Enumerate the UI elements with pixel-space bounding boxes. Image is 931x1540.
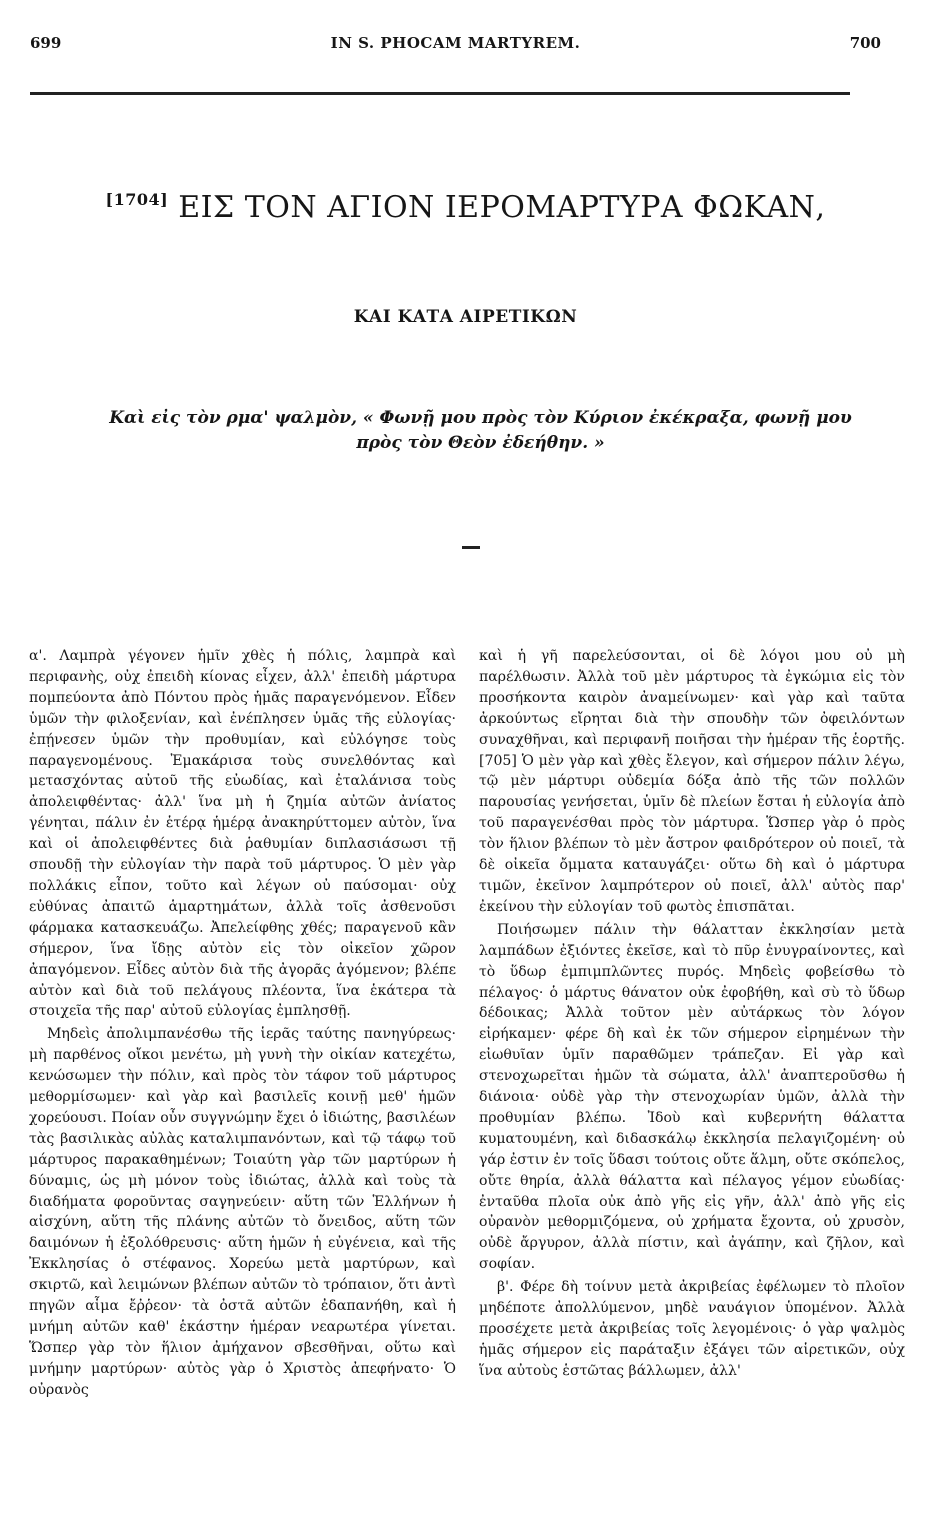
column-reference: [1704] — [105, 190, 169, 209]
homily-subtitle: ΚΑΙ ΚΑΤΑ ΑΙΡΕΤΙΚΩΝ — [353, 307, 578, 327]
right-page-number: 700 — [849, 34, 881, 52]
paragraph: Μηδεὶς ἀπολιμπανέσθω τῆς ἱερᾶς ταύτης πανηγύρεως· μὴ παρθένος οἴκοι μενέτω, μὴ γυνὴ τὴν οἰκίαν κατεχέτω, κενώσωμεν τὴν πόλιν, καὶ πρὸς τὸν τάφον τοῦ μάρτυρος μεθορμίσωμεν· καὶ γὰρ καὶ βασιλεῖς κοινῇ μεθ' ἡμῶν χορεύουσι. Ποίαν οὖν συγγνώμην ἔχει ὁ ἰδιώτης, βασιλέων τὰς βασιλικὰς αὐλὰς καταλιμπανόντων, καὶ τῷ τάφῳ τοῦ μάρτυρος παρακαθημένων; Τοιαύτη γὰρ τῶν μαρτύρων ἡ δύναμις, ὡς μὴ μόνον τοὺς ἰδιώτας, ἀλλὰ καὶ τοὺς τὰ διαδήματα φοροῦντας σαγηνεύειν· αὕτη τῶν Ἑλλήνων ἡ αἰσχύνη, αὕτη τῆς πλάνης αὐτῶν τὸ ὄνειδος, αὕτη τῶν δαιμόνων ἡ ἐξολόθρευσις· αὕτη ἡμῶν ἡ εὐγένεια, καὶ τῆς Ἐκκλησίας ὁ στέφανος. Χορεύω μετὰ μαρτύρων, καὶ σκιρτῶ, καὶ λειμώνων βλέπων αὐτῶν τὸ τρόπαιον, ὅτι ἀντὶ πηγῶν αἷμα ἔῤῥεον· τὰ ὀστᾶ αὐτῶν ἐδαπανήθη, καὶ ἡ μνήμη αὐτῶν καθ' ἑκάστην ἡμέραν νεαρωτέρα γίνεται. Ὥσπερ γὰρ τὸν ἥλιον ἀμήχανον σβεσθῆναι, οὕτω καὶ μνήμην μαρτύρων· αὐτὸς γὰρ ὁ Χριστὸς ἀπεφήνατο· Ὁ οὐρανὸς — [29, 1026, 456, 1398]
paragraph: β'. Φέρε δὴ τοίνυν μετὰ ἀκριβείας ἐφέλωμεν τὸ πλοῖον μηδέποτε ἀπολλύμενον, μηδὲ ναυάγιον ὑπομένον. Ἀλλὰ προσέχετε μετὰ ἀκριβείας τοῖς λεγομένοις· ὁ γὰρ ψαλμὸς ἡμᾶς σήμερον εἰς παράταξιν ἐξάγει τῶν αἱρετικῶν, οὐχ ἵνα αὐτοὺς ἑστῶτας βάλλωμεν, ἀλλ' — [479, 1279, 905, 1379]
main-title-text: ΕΙΣ ΤΟΝ ΑΓΙΟΝ ΙΕΡΟΜΑΡΤΥΡΑ ΦΩΚΑΝ, — [178, 190, 826, 225]
paragraph: α'. Λαμπρὰ γέγονεν ἡμῖν χθὲς ἡ πόλις, λαμπρὰ καὶ περιφανὴς, οὐχ ἐπειδὴ κίονας εἶχεν, ἀλλ' ἐπειδὴ μάρτυρα πομπεύοντα ἀπὸ Πόντου πρὸς ἡμᾶς παραγενόμενον. Εἶδεν ὑμῶν τὴν φιλοξενίαν, καὶ ἐνέπλησεν ὑμᾶς τῆς εὐλογίας· ἐπῄνεσεν ὑμῶν τὴν προθυμίαν, καὶ εὐλόγησε τοὺς παραγενομένους. Ἐμακάρισα τοὺς συνελθόντας καὶ μετασχόντας αὐτοῦ τῆς εὐωδίας, καὶ ἐταλάνισα τοὺς ἀπολειφθέντας· ἀλλ' ἵνα μὴ ἡ ζημία αὐτῶν ἀνίατος γένηται, πάλιν ἐν ἑτέρᾳ ἡμέρᾳ ἀνακηρύττομεν αὐτὸν, ἵνα καὶ οἱ ἀπολειφθέντες διὰ ῥαθυμίαν διπλασιάσωσι τῇ σπουδῇ τὴν εὐλογίαν τὴν παρὰ τοῦ μάρτυρος. Ὁ μὲν γὰρ πολλάκις εἶπον, τοῦτο καὶ λέγων οὐ παύσομαι· οὐχ εὐθύνας ἀπαιτῶ ἁμαρτημάτων, ἀλλὰ τοῖς ἀσθενοῦσι φάρμακα κατασκευάζω. Ἀπελείφθης χθές; παραγενοῦ κἂν σήμερον, ἵνα ἴδῃς αὐτὸν εἰς τὸν οἰκεῖον χῶρον ἀπαγόμενον. Εἶδες αὐτὸν διὰ τῆς ἀγορᾶς ἀγόμενον; βλέπε αὐτὸν καὶ διὰ τοῦ πελάγους πλέοντα, ἵνα ἑκάτερα τὰ στοιχεῖα τῆς παρ' αὐτοῦ εὐλογίας ἐμπλησθῇ. — [29, 648, 456, 1020]
header-rule — [30, 92, 850, 95]
epigraph: Καὶ εἰς τὸν ρμα' ψαλμὸν, « Φωνῇ μου πρὸς τὸν Κύριον ἐκέκραξα, φωνῇ μου πρὸς τὸν Θεὸν ἐδεήθην. » — [109, 408, 852, 453]
homily-title — [0, 190, 931, 225]
paragraph: καὶ ἡ γῆ παρελεύσονται, οἱ δὲ λόγοι μου οὐ μὴ παρέλθωσιν. Ἀλλὰ τοῦ μὲν μάρτυρος τὰ ἐγκώμια εἰς τὸν προσήκοντα καιρὸν ἀναμείνωμεν· καὶ γὰρ καὶ ταῦτα ἀρκούντως εἴρηται διὰ τὴν σπουδὴν τῶν ὀφειλόντων συναχθῆναι, καὶ περιφανῆ ποιῆσαι τὴν ἡμέραν τῆς ἑορτῆς. [705] Ὁ μὲν γὰρ καὶ χθὲς ἔλεγον, καὶ σήμερον πάλιν λέγω, τῷ μὲν μάρτυρι οὐδεμία δόξα ἀπὸ τῆς τῶν πολλῶν παρουσίας γενήσεται, ὑμῖν δὲ πλείων ἔσται ἡ εὐλογία ἀπὸ τοῦ παραγενέσθαι πρὸς τὸν μάρτυρα. Ὥσπερ γὰρ ὁ πρὸς τὸν ἥλιον βλέπων τὸ μὲν ἄστρον φαιδρότερον οὐ ποιεῖ, τὰ δὲ οἰκεῖα ὄμματα καταυγάζει· οὕτω δὴ καὶ ὁ μάρτυρα τιμῶν, ἐκεῖνον λαμπρότερον οὐ ποιεῖ, ἀλλ' αὐτὸς παρ' ἐκείνου τὴν εὐλογίαν τοῦ φωτὸς ἐπισπᾶται. — [479, 648, 905, 915]
running-title: IN S. PHOCAM MARTYREM. — [330, 34, 581, 52]
running-head — [30, 34, 881, 56]
right-text-column — [479, 646, 905, 1382]
left-text-column — [29, 646, 456, 1401]
left-page-number: 699 — [30, 34, 62, 52]
separator-dash — [462, 546, 480, 549]
paragraph: Ποιήσωμεν πάλιν τὴν θάλατταν ἐκκλησίαν μετὰ λαμπάδων ἐξιόντες ἐκεῖσε, καὶ τὸ πῦρ ἐνυγραίνοντες, καὶ τὸ ὕδωρ ἐμπιμπλῶντες πυρός. Μηδεὶς φοβείσθω τὸ πέλαγος· ὁ μάρτυς θάνατον οὐκ ἐφοβήθη, καὶ σὺ τὸ ὕδωρ δέδοικας; Ἀλλὰ τοῦτον μὲν αὐτάρκως τὸν λόγον εἰρήκαμεν· φέρε δὴ καὶ ἐκ τῶν σήμερον εἰρημένων τὴν εἰωθυῖαν ὑμῖν παραθῶμεν τράπεζαν. Εἰ γὰρ καὶ στενοχωρεῖται ἡμῶν τὰ σώματα, ἀλλ' ἀναπτεροῦσθω ἡ διάνοια· οὐδὲ γὰρ τὴν στενοχωρίαν ὑμῶν, ἀλλὰ τὴν προθυμίαν βλέπω. Ἰδοὺ καὶ κυβερνήτη θάλαττα κυματουμένη, καὶ διδασκάλῳ ἐκκλησία πελαγιζομένη· οὐ γάρ ἐστιν ἐν τοῖς ὕδασι τούτοις οὔτε ἅλμη, οὔτε σκόπελος, οὔτε θηρία, ἀλλὰ θάλαττα καὶ πέλαγος γέμον εὐωδίας· ἐνταῦθα πλοῖα οὐκ ἀπὸ γῆς εἰς γῆν, ἀλλ' ἀπὸ γῆς εἰς οὐρανὸν μεθορμιζόμενα, οὐ χρήματα ἔχοντα, οὐ χρυσὸν, οὐδὲ ἄργυρον, ἀλλὰ πίστιν, καὶ ἀγάπην, καὶ ζῆλον, καὶ σοφίαν. — [479, 921, 905, 1273]
